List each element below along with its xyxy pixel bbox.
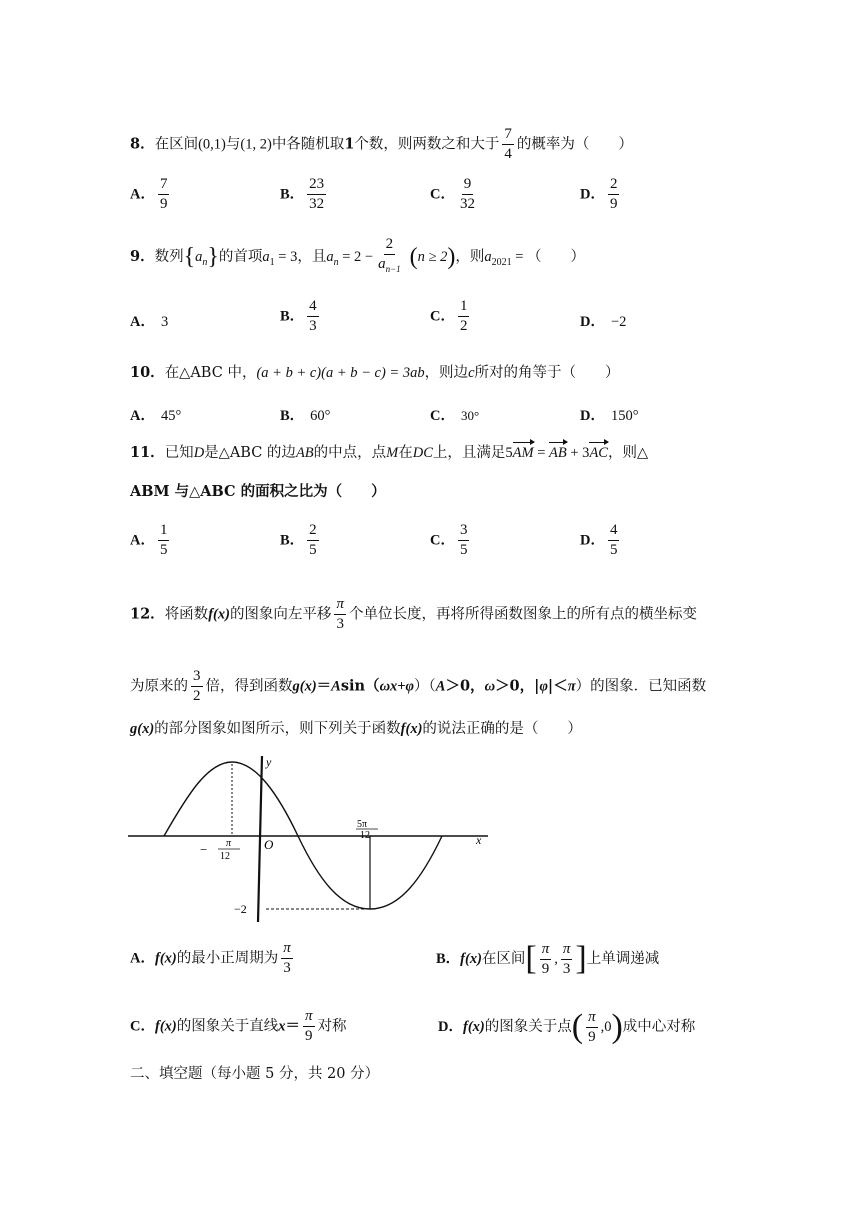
interval: (0,1): [198, 136, 226, 153]
q12-option-d[interactable]: D．f(x)的图象关于点( $\frac{\pi}{9}$ ,0)成中心对称: [438, 1008, 696, 1045]
origin-label: O: [264, 837, 274, 852]
q11-option-b[interactable]: B． $\frac{2}{5}$: [280, 522, 317, 558]
question-11-stem: 11．已知D是△ABC 的边AB的中点，点M在DC上，且满足5AM = AB + 3AC，则△: [130, 442, 648, 464]
tick-left-sign: −: [200, 842, 208, 857]
tick-left-den: 12: [220, 851, 230, 862]
sine-graph: [128, 754, 508, 924]
q10-option-a[interactable]: A． 45°: [130, 408, 182, 424]
question-10-stem: 10．在△ABC 中，(a + b + c)(a + b − c) = 3ab，则边c所对的角等于（ ）: [130, 364, 620, 381]
question-12-stem-line1: 12．将函数f(x)的图象向左平移 $\frac{\pi}{3}$ 个单位长度，再将所得函数图象上的所有点的横坐标变: [130, 596, 697, 632]
tick-right-num: 5π: [357, 819, 368, 830]
question-12-stem-line3: g(x)的部分图象如图所示，则下列关于函数f(x)的说法正确的是（ ）: [130, 721, 582, 737]
question-number: 12．: [130, 605, 165, 623]
count: 1: [344, 135, 355, 153]
q9-option-a[interactable]: A． 3: [130, 314, 169, 330]
question-number: 11．: [130, 444, 165, 461]
q10-option-c[interactable]: C． 30°: [430, 408, 480, 424]
q10-option-b[interactable]: B． 60°: [280, 408, 331, 424]
text: 的概率为（ ）: [516, 136, 633, 153]
tick-left-num: π: [226, 838, 232, 849]
q11-option-d[interactable]: D． $\frac{4}{5}$: [580, 522, 618, 558]
q12-option-b[interactable]: B．f(x)在区间[ $\frac{\pi}{9}$ , $\frac{\pi}{3}$ ]上单调递减: [436, 940, 660, 977]
x-axis-label: x: [476, 833, 482, 847]
q12-option-a[interactable]: A．f(x)的最小正周期为 $\frac{\pi}{3}$: [130, 940, 291, 976]
fraction: $\frac{2}{a_{n-1}}$: [378, 236, 401, 274]
q9-option-b[interactable]: B． $\frac{4}{3}$: [280, 298, 317, 334]
q9-option-c[interactable]: C． $\frac{1}{2}$: [430, 298, 468, 334]
q9-option-d[interactable]: D． −2: [580, 314, 627, 330]
q8-option-c[interactable]: C． $\frac{9}{32}$: [430, 176, 475, 212]
text: 个数，则两数之和大于: [354, 136, 500, 153]
question-number: 8．: [130, 135, 155, 153]
q11-option-c[interactable]: C． $\frac{3}{5}$: [430, 522, 468, 558]
question-12-stem-line2: 为原来的 $\frac{3}{2}$ 倍，得到函数g(x)＝Asin（ωx+φ）（A＞0，ω＞0，|φ|＜π）的图象．已知函数: [130, 668, 707, 704]
y-axis: [258, 756, 262, 922]
question-8-stem: [130, 126, 633, 163]
question-11-stem-line2: [130, 481, 386, 503]
q12-option-c[interactable]: C．f(x)的图象关于直线x＝ $\frac{\pi}{9}$ 对称: [130, 1008, 347, 1044]
min-label: −2: [234, 902, 247, 916]
question-number: 9．: [130, 248, 155, 265]
q8-option-b[interactable]: B． $\frac{23}{32}$: [280, 176, 325, 212]
section-2-heading: 二、填空题（每小题 5 分，共 20 分）: [130, 1066, 380, 1082]
y-axis-label: y: [266, 755, 272, 769]
q11-option-a[interactable]: A． $\frac{1}{5}$: [130, 522, 168, 558]
question-9-stem: 9．数列$\{a_n\}$的首项$a_1 = 3$，且$a_n = 2$ − $\frac{2}{a_{n-1}}$ (n ≥ 2)，则$a_{2021}$ = （ ）: [130, 236, 585, 278]
fraction: $\frac{7}{4}$: [504, 126, 512, 162]
text: 与: [225, 136, 241, 153]
text: ABM 与△ABC 的面积之比为（ ）: [130, 483, 386, 500]
q10-option-d[interactable]: D． 150°: [580, 408, 639, 424]
text: 在区间: [154, 136, 199, 153]
text: 数列: [154, 249, 184, 265]
q8-option-d[interactable]: D． $\frac{2}{9}$: [580, 176, 618, 212]
text: 中各随机取: [271, 136, 345, 153]
question-number: 10．: [130, 364, 165, 381]
interval: (1, 2): [240, 136, 272, 153]
tick-right-den: 12: [360, 830, 370, 841]
q8-option-a[interactable]: A． $\frac{7}{9}$: [130, 176, 168, 212]
